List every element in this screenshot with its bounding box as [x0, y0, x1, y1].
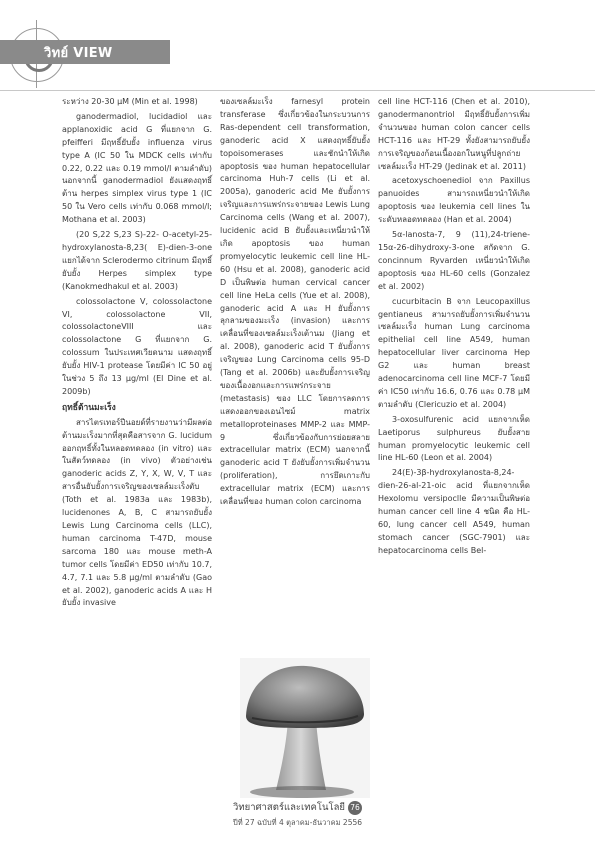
- paragraph: 3-oxosulfurenic acid แยกจากเห็ด Laetiporus sulphureus ยับยั้งสาย human promyelocytic leukemic cell line HL-60 (Leon et al. 2004): [378, 414, 530, 463]
- paragraph: ของเซลล์มะเร็ง farnesyl protein transferase ซึ่งเกี่ยวข้องในกระบวนการ Ras-dependent cell transformation, ganoderic acid X แสดงฤทธิ์ยับยั้ง topoisomerases และชักนำให้เกิด apoptosis ของ human hepatocellular carcinoma Huh-7 cells (Li et al. 2005a), ganoderic acid Me ยับยั้งการเจริญและการแพร่กระจายของ Lewis Lung Carcinoma cells (Wang et al. 2007), lucidenic acid B ยับยั้งและเหนี่ยวนำให้เกิด apoptosis ของ human promyelocytic leukemic cell line HL-60 (Hsu et al. 2008), ganoderic acid D เป็นพิษต่อ human cervical cancer cell line HeLa cells (Yue et al. 2008), ganoderic acid A และ H ยับยั้งการลุกลามของมะเร็ง (invasion) และการเคลื่อนที่ของเซลล์มะเร็งเต้านม (Jiang et al. 2008), ganoderic acid T ยับยั้งการเจริญของ Lung Carcinoma cells 95-D (Tang et al. 2006b) และยับยั้งการเจริญของเนื้องอกและการแพร่กระจาย (metastasis) ของ LLC โดยการลดการแสดงออกของเอนไซม์ matrix metalloproteinases MMP-2 และ MMP-9 ซึ่งเกี่ยวข้องกับการย่อยสลาย extracellular matrix (ECM) นอกจากนี้ ganoderic acid T ยังยับยั้งการเพิ่มจำนวน (proliferation), การยึดเกาะกับ extracellular matrix (ECM) และการเคลื่อนที่ของ human colon carcinoma: [220, 97, 370, 507]
- mushroom-photo: [240, 658, 370, 798]
- text-column-1: [62, 96, 212, 612]
- paragraph: ganodermadiol, lucidadiol และ applanoxidic acid G ที่แยกจาก G. pfeifferi มีฤทธิ์ยับยั้ง influenza virus type A (IC 50 ใน MDCK cells เท่ากับ 0.22, 0.22 และ 0.19 mmol/l ตามลำดับ) นอกจากนี้ ganodermadiol ยังแสดงฤทธิ์ต้าน herpes simplex virus type 1 (IC 50 ใน Vero cells เท่ากับ 0.068 mmol/l; Mothana et al. 2003): [62, 111, 212, 225]
- paragraph: cucurbitacin B จาก Leucopaxillus gentianeus สามารถยับยั้งการเพิ่มจำนวนเซลล์มะเร็ง human Lung carcinoma epithelial cell line A549, human hepatocellular liver carcinoma Hep G2 และ human breast adenocarcinoma cell line MCF-7 โดยมีค่า IC50 เท่ากับ 16.6, 0.76 และ 0.78 μM ตามลำดับ (Clericuzio et al. 2004): [378, 296, 530, 409]
- text-column-2: [220, 96, 370, 511]
- journal-name: วิทยาศาสตร์และเทคโนโลยี: [233, 802, 345, 813]
- section-title: วิทย์ VIEW: [44, 46, 113, 61]
- section-header: [0, 40, 595, 70]
- section-heading: ฤทธิ์ต้านมะเร็ง: [62, 402, 116, 413]
- paragraph: acetoxyschoenediol จาก Paxillus panuoides สามารถเหนี่ยวนำให้เกิด apoptosis ของ leukemia cell lines ในระดับหลอดทดลอง (Han et al. 2004): [378, 176, 530, 225]
- paragraph: 24(E)-3β-hydroxylanosta-8,24-dien-26-al-21-oic acid ที่แยกจากเห็ด Hexolomu versipoclle มีความเป็นพิษต่อ human cancer cell line 4 ชนิด คือ HL-60, lung cancer cell A549, human stomach cancer (SGC-7901) และ hepatocarcinoma cells Bel-: [378, 468, 530, 555]
- journal-line: [0, 800, 595, 815]
- paragraph: cell line HCT-116 (Chen et al. 2010), ganodermanontriol มีฤทธิ์ยับยั้งการเพิ่มจำนวนของ human colon cancer cells HCT-116 และ HT-29 ทั้งยังสามารถยับยั้งการเจริญของก้อนเนื้องอกในหนูที่ปลูกถ่ายเซลล์มะเร็ง HT-29 (Jedinak et al. 2011): [378, 97, 530, 171]
- paragraph: colossolactone V, colossolactone VI, colossolactone VII, colossolactoneVIII และ colossolactone G ที่แยกจาก G. colossum ในประเทศเวียดนาม แสดงฤทธิ์ยับยั้ง HIV-1 protease โดยมีค่า IC 50 อยู่ในช่วง 5 ถึง 13 μg/ml (El Dine et al. 2009b): [62, 296, 212, 396]
- text-column-3: [378, 96, 530, 560]
- paragraph: (20 S,22 S,23 S)-22- O-acetyl-25-hydroxylanosta-8,23( E)-dien-3-one แยกได้จาก Sclerodermo citrinum มีฤทธิ์ยับยั้ง Herpes simplex type (Kanokmedhakul et al. 2003): [62, 230, 212, 291]
- paragraph: 5α-lanosta-7, 9 (11),24-triene-15α-26-dihydroxy-3-one สกัดจาก G. concinnum Ryvarden เหนี่ยวนำให้เกิด apoptosis ของ HL-60 cells (Gonzalez et al. 2002): [378, 230, 530, 291]
- paragraph: สารไตรเทอร์ปีนอยด์ที่รายงานว่ามีผลต่อต้านมะเร็งมากที่สุดคือสารจาก G. lucidum ออกฤทธิ์ทั้งในหลอดทดลอง (in vitro) และในสัตว์ทดลอง (in vivo) ตัวอย่างเช่น ganoderic acids Z, Y, X, W, V, T และสารอื่นยับยั้งการเจริญของเซลล์มะเร็งตับ (Toth et al. 1983a และ 1983b), lucidenones A, B, C สามารถยับยั้ง Lewis Lung Carcinoma cells (LLC), human carcinoma T-47D, mouse sarcoma 180 และ mouse meth-A tumor cells โดยมีค่า ED50 เท่ากับ 10.7, 4.7, 7.1 และ 5.8 μg/ml ตามลำดับ (Gao et al. 2002), ganoderic acids A และ H ยับยั้ง invasive: [62, 417, 212, 608]
- paragraph: ระหว่าง 20-30 μM (Min et al. 1998): [62, 97, 198, 106]
- header-divider: [0, 90, 595, 91]
- page-footer: [0, 800, 595, 829]
- issue-info: ปีที่ 27 ฉบับที่ 4 ตุลาคม-ธันวาคม 2556: [232, 818, 363, 827]
- page-number-badge: 76: [348, 801, 362, 815]
